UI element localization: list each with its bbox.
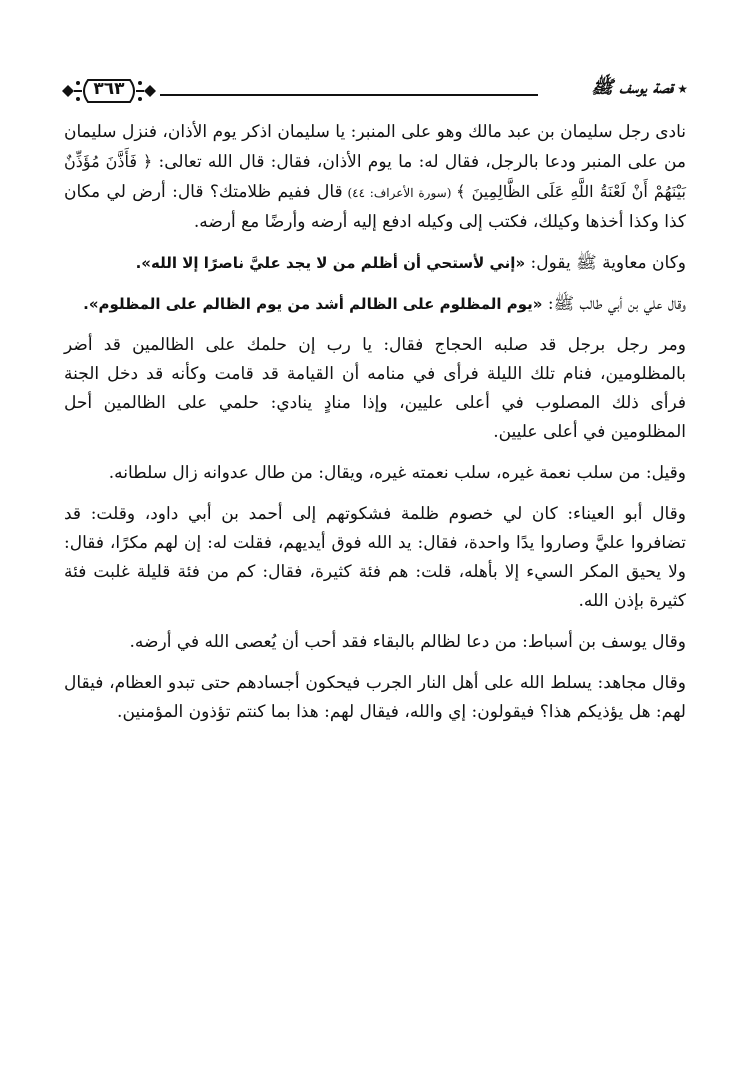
paragraph-sulayman [64, 118, 686, 237]
paragraph-hajjaj: ومر رجل برجل قد صلبه الحجاج فقال: يا رب إن حلمك على الظالمين قد أضر بالمظلومين، فنام تلك الليلة فرأى في منامه أن القيامة قد قامت وكأنه قد دخل الجنة فرأى ذلك المصلوب في أعلى عليين، وإذا منادٍ ينادي: حلمي على الظالمين أحل المظلومين في أعلى عليين. [64, 335, 686, 442]
verse-reference: (سورة الأعراف: ٤٤) [342, 186, 457, 200]
bold-quote: «إني لأستحي أن أظلم من لا يجد عليَّ ناصرًا إلا الله». [135, 254, 526, 272]
paragraph-text: وقال علي بن أبي طالب ﷺ: [542, 294, 686, 314]
star-icon: ★ [677, 82, 688, 96]
bold-quote: «يوم المظلوم على الظالم أشد من يوم الظالم على المظلوم». [83, 295, 543, 313]
paragraph-yusuf-ibn-asbat: وقال يوسف بن أسباط: من دعا لظالم بالبقاء فقد أحب أن يُعصى الله في أرضه. [129, 632, 686, 652]
page-header [60, 72, 688, 112]
paragraph-text: وكان معاوية ﷺ يقول: [525, 253, 686, 273]
paragraph-ali [64, 290, 686, 319]
page-number: ٣٦٣ [93, 79, 125, 99]
running-title-text: قصة يوسف ﷺ [591, 77, 674, 98]
paragraph-text: قال ففيم ظلامتك؟ قال: أرض لي مكان كذا وكذا أخذها وكيلك، فكتب إلى وكيله ادفع إليه أرضه وأرضًا مع أرضه. [64, 182, 686, 232]
paragraph-muawiya [64, 249, 686, 278]
page-number-ornament [60, 76, 158, 106]
paragraph-saying: وقيل: من سلب نعمة غيره، سلب نعمته غيره، ويقال: من طال عدوانه زال سلطانه. [108, 463, 686, 483]
paragraph-mujahid: وقال مجاهد: يسلط الله على أهل النار الجرب فيحكون أجسادهم حتى تبدو العظام، فيقال لهم: هل يؤذيكم هذا؟ فيقولون: إي والله، فيقال لهم: هذا بما كنتم تؤذون المؤمنين. [64, 673, 686, 722]
running-title [591, 76, 688, 102]
page-body [64, 118, 686, 727]
header-rule [160, 94, 538, 96]
paragraph-abu-alainaa: وقال أبو العيناء: كان لي خصوم ظلمة فشكوتهم إلى أحمد بن أبي داود، وقلت: قد تضافروا عليَّ وصاروا يدًا واحدة، فقال: يد الله فوق أيديهم، فقلت له: إن لهم مكرًا، فقال: ولا يحيق المكر السيء إلا بأهله، قلت: هم فئة كثيرة، فقال: كم من فئة قليلة غلبت فئة كثيرة بإذن الله. [64, 504, 686, 611]
quran-verse: ﴿ فَأَذَّنَ مُؤَذِّنٌ بَيْنَهُمْ أَنْ لَعْنَةُ اللَّهِ عَلَى الظَّالِمِينَ ﴾ [64, 152, 687, 201]
paragraph-text: نادى رجل سليمان بن عبد مالك وهو على المنبر: يا سليمان اذكر يوم الأذان، فنزل سليمان من على المنبر ودعا بالرجل، فقال له: ما يوم الأذان، فقال: قال الله تعالى: [64, 122, 686, 172]
